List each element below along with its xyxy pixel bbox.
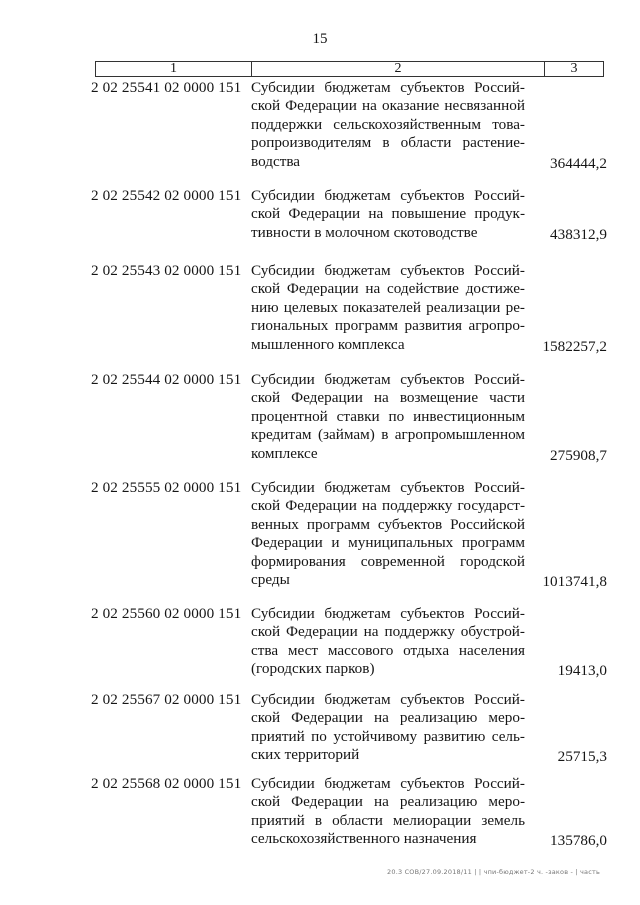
- budget-code: 2 02 25560 02 0000 151: [91, 605, 242, 622]
- description-line: нию целевых показателей реализации ре-: [251, 298, 525, 316]
- description-line: Субсидии бюджетам субъектов Россий-: [251, 605, 525, 622]
- amount-value: 364444,2: [550, 154, 607, 172]
- description: [251, 262, 525, 354]
- description: [251, 371, 525, 463]
- budget-code: 2 02 25542 02 0000 151: [91, 187, 242, 204]
- amount-value: 1013741,8: [542, 573, 607, 590]
- amount-value: 275908,7: [550, 446, 607, 464]
- description: [251, 691, 525, 765]
- description-line: (городских парков): [251, 660, 375, 678]
- description-line: ропроизводителям в области растение-: [251, 134, 525, 152]
- description-line: Субсидии бюджетам субъектов Россий-: [251, 371, 525, 388]
- budget-code: 2 02 25567 02 0000 151: [91, 691, 242, 708]
- description-line: процентной ставки по инвестиционным: [251, 407, 525, 425]
- description-line: гиональных программ развития агропро-: [251, 317, 525, 335]
- description-line: ских территорий: [251, 746, 360, 764]
- description-line: Субсидии бюджетам субъектов Россий-: [251, 187, 525, 204]
- description: [251, 479, 525, 589]
- description-line: приятий в области мелиорации земель: [251, 811, 525, 829]
- description-line: водства: [251, 152, 301, 170]
- budget-code: 2 02 25555 02 0000 151: [91, 479, 242, 496]
- budget-code: 2 02 25568 02 0000 151: [91, 775, 242, 792]
- description-line: комплексе: [251, 444, 318, 462]
- description: [251, 605, 525, 679]
- amount-value: 438312,9: [550, 225, 607, 243]
- header-col-3: 3: [570, 61, 578, 76]
- budget-code: 2 02 25541 02 0000 151: [91, 79, 242, 96]
- budget-code: 2 02 25544 02 0000 151: [91, 371, 242, 388]
- page-number: 15: [312, 31, 328, 47]
- header-col-1: 1: [96, 62, 252, 76]
- description: [251, 775, 525, 849]
- description-line: приятий по устойчивому развитию сель-: [251, 727, 525, 745]
- amount-value: 1582257,2: [542, 337, 607, 355]
- footer-stamp: 20.3 СОВ/27.09.2018/11 | | чпи-бюджет-2 ч. -заков - | часть: [387, 868, 600, 876]
- description-line: Субсидии бюджетам субъектов Россий-: [251, 79, 525, 96]
- description-line: ской Федерации на реализацию меро-: [251, 793, 525, 811]
- description-line: ства мест массового отдыха населения: [251, 641, 525, 659]
- description-line: Субсидии бюджетам субъектов Россий-: [251, 479, 525, 496]
- description-line: среды: [251, 571, 290, 589]
- description-line: Субсидии бюджетам субъектов Россий-: [251, 691, 525, 708]
- description: [251, 187, 525, 242]
- description: [251, 79, 525, 171]
- description-line: Субсидии бюджетам субъектов Россий-: [251, 775, 525, 792]
- description-line: ской Федерации на реализацию меро-: [251, 709, 525, 727]
- description-line: ской Федерации на поддержку обустрой-: [251, 623, 525, 641]
- description-line: тивности в молочном скотоводстве: [251, 223, 478, 241]
- amount-value: 135786,0: [550, 832, 607, 850]
- description-line: венных программ субъектов Российской: [251, 515, 525, 533]
- description-line: ской Федерации на содействие достиже-: [251, 280, 525, 298]
- description-line: ской Федерации на оказание несвязанной: [251, 97, 525, 115]
- amount-value: 19413,0: [557, 662, 607, 680]
- description-line: поддержки сельскохозяйственным това-: [251, 115, 525, 133]
- description-line: Субсидии бюджетам субъектов Россий-: [251, 262, 525, 279]
- header-col-2: 2: [252, 62, 545, 76]
- description-line: Федерации и муниципальных программ: [251, 534, 525, 552]
- description-line: мышленного комплекса: [251, 335, 405, 353]
- description-line: формирования современной городской: [251, 552, 525, 570]
- description-line: ской Федерации на повышение продук-: [251, 205, 525, 223]
- description-line: ской Федерации на возмещение части: [251, 389, 525, 407]
- table-header: [95, 61, 604, 77]
- description-line: кредитам (займам) в агропромышленном: [251, 426, 525, 444]
- budget-code: 2 02 25543 02 0000 151: [91, 262, 242, 279]
- amount-value: 25715,3: [557, 748, 607, 766]
- description-line: ской Федерации на поддержку государст-: [251, 497, 525, 515]
- description-line: сельскохозяйственного назначения: [251, 830, 477, 848]
